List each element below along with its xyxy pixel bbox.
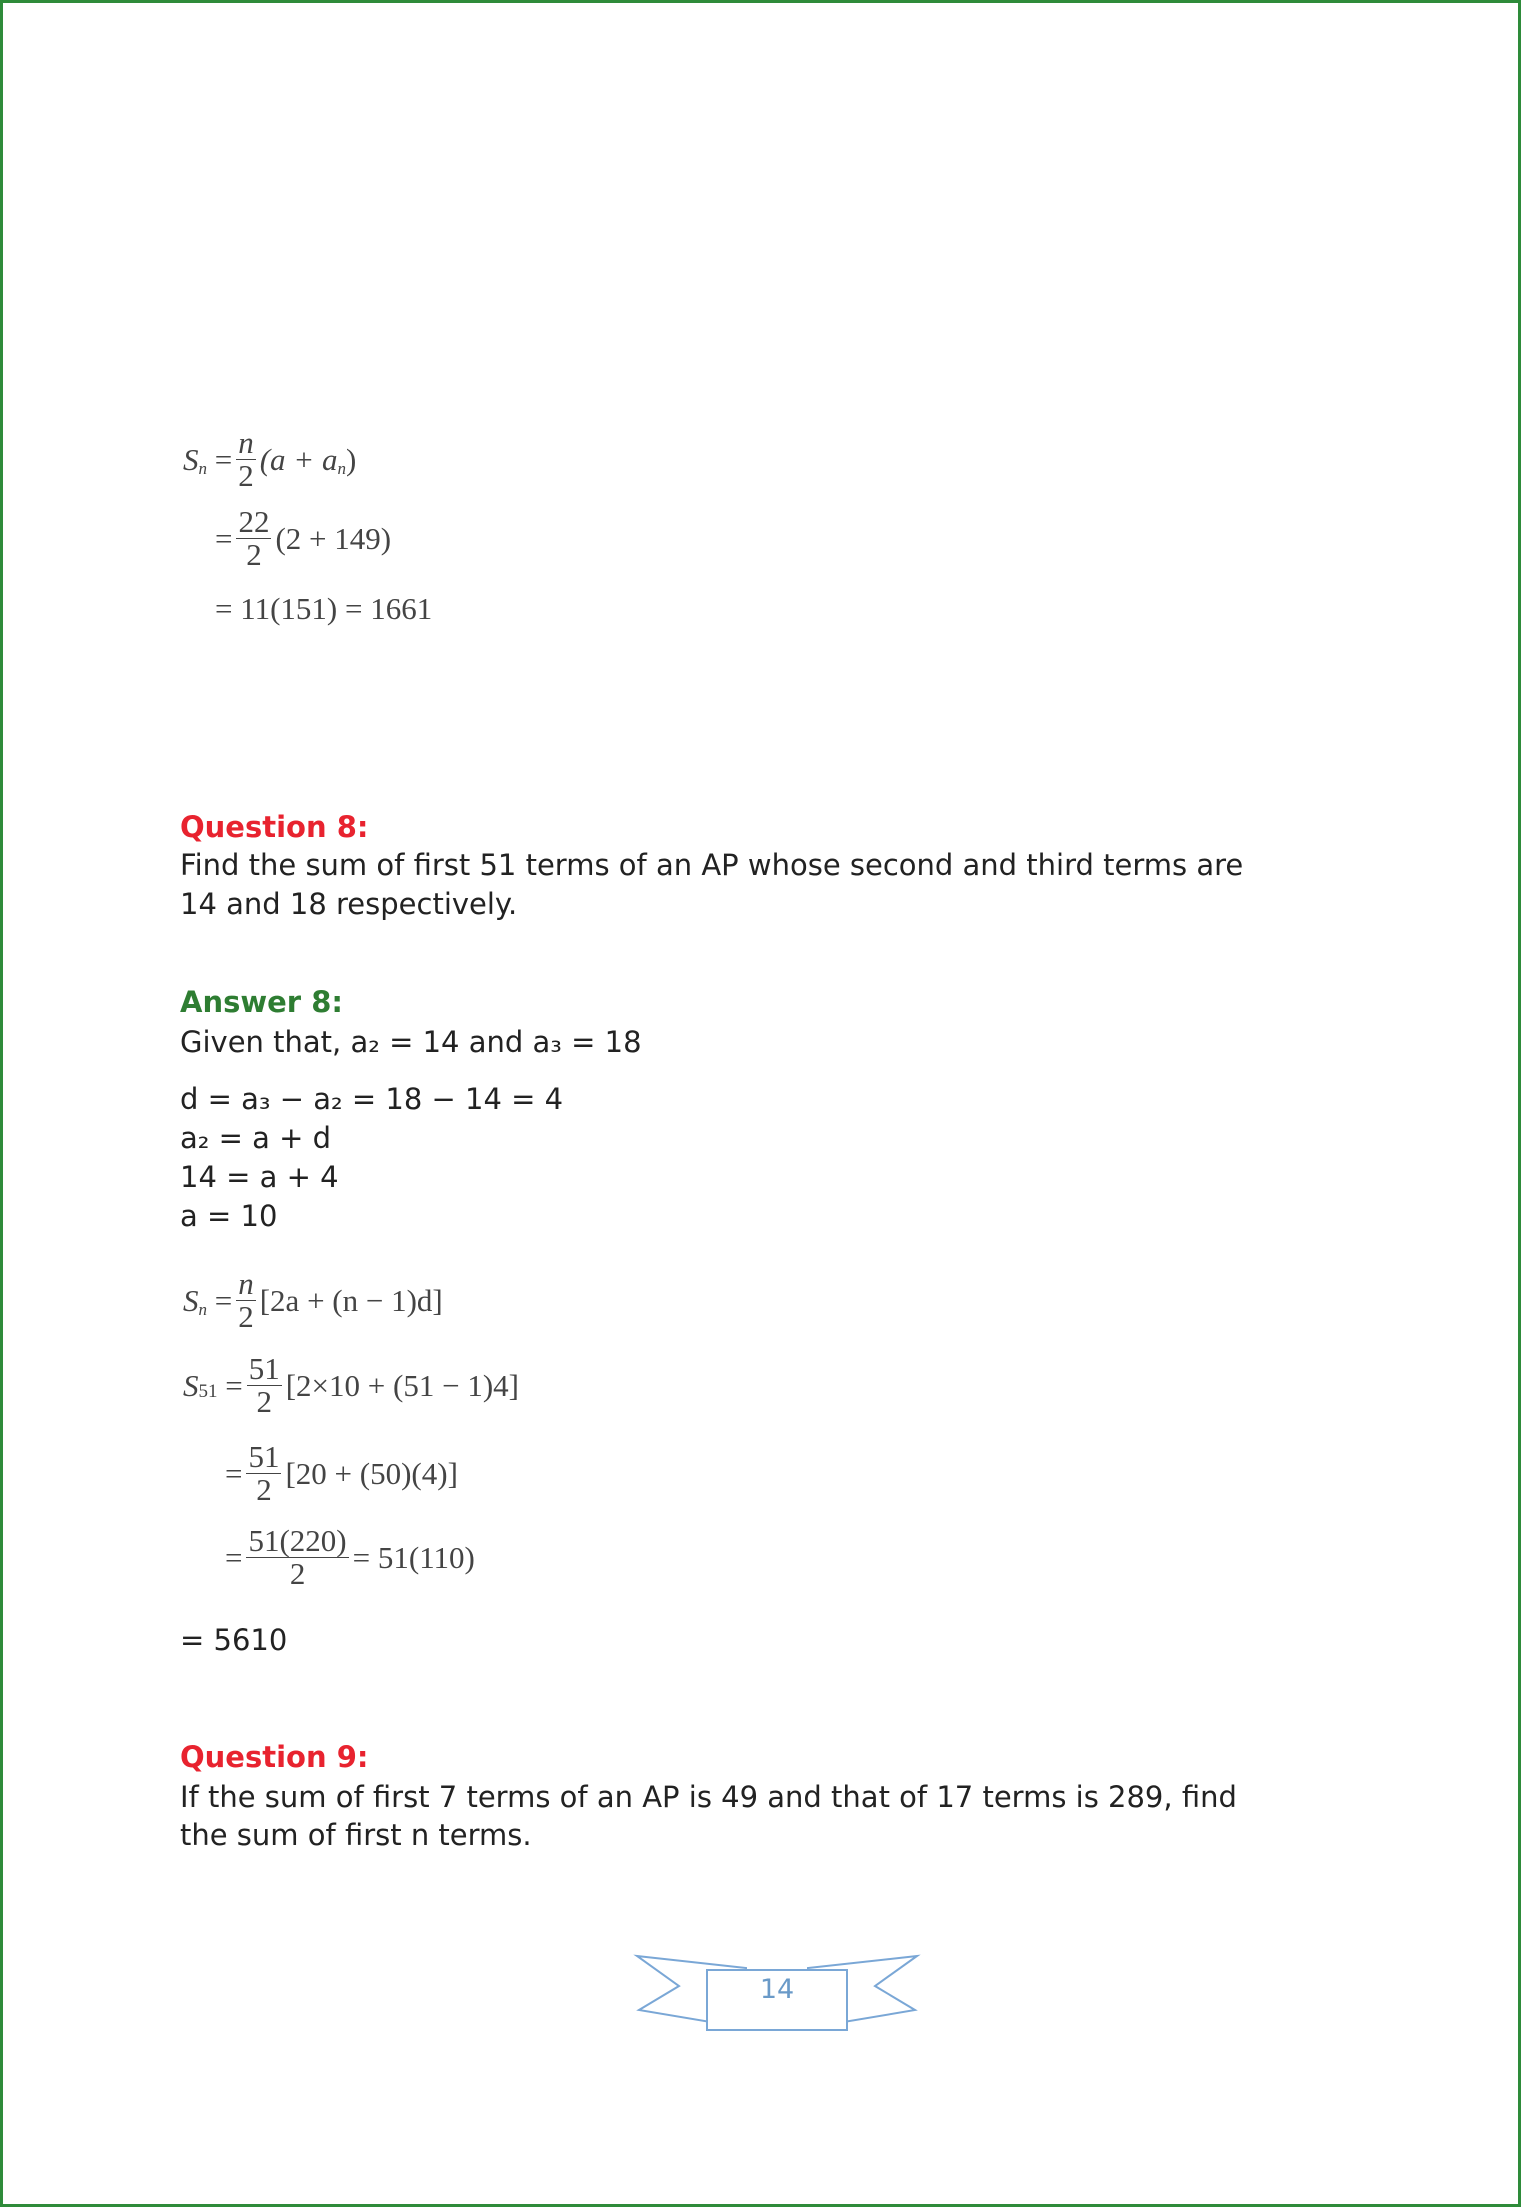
- formula-step3: = 11(151) = 1661: [215, 591, 433, 626]
- question-9-line2: the sum of first n terms.: [180, 1818, 532, 1852]
- answer-8-l3: 14 = a + 4: [180, 1160, 339, 1194]
- f-d: 2: [238, 1299, 254, 1334]
- f-sub2: n: [337, 458, 346, 478]
- formula-sn-general: S n = n 2 [2a + (n − 1)d]: [183, 1266, 443, 1334]
- f-d: 2: [238, 458, 254, 493]
- f-sub: n: [198, 1299, 207, 1319]
- f-body: [2×10 + (51 − 1)4]: [285, 1367, 519, 1403]
- f-d: 2: [289, 1556, 306, 1591]
- question-8-line1: Find the sum of first 51 terms of an AP whose second and third terms are: [180, 848, 1244, 882]
- f-s: S: [183, 1367, 199, 1403]
- answer-8-given: Given that, a₂ = 14 and a₃ = 18: [180, 1025, 642, 1059]
- f-n: n: [238, 1266, 254, 1301]
- f-s: S: [183, 441, 199, 477]
- f-e: ): [345, 441, 357, 477]
- f-num: 51: [248, 1351, 280, 1386]
- answer-8-l4: a = 10: [180, 1199, 278, 1233]
- question-8-heading: Question 8:: [180, 810, 369, 844]
- answer-8-result: = 5610: [180, 1623, 288, 1657]
- question-9-line1: If the sum of first 7 terms of an AP is 49 and that of 17 terms is 289, find: [180, 1780, 1237, 1814]
- f-num: 22: [238, 504, 270, 539]
- f-r: (a + a: [259, 441, 338, 477]
- f-body: = 51(110): [352, 1539, 475, 1575]
- question-9-heading: Question 9:: [180, 1740, 369, 1774]
- page-number-ribbon: [631, 1948, 923, 2036]
- formula-s51-step2: = 51 2 [20 + (50)(4)]: [225, 1439, 458, 1507]
- answer-8-heading: Answer 8:: [180, 985, 343, 1019]
- f-d: 2: [256, 1384, 272, 1419]
- f-d: 2: [256, 1472, 272, 1507]
- formula-step2: = $\frac{22}{2}$ (2 + 149): [215, 504, 392, 572]
- f-body: [2a + (n − 1)d]: [259, 1282, 443, 1318]
- formula-s51-step3: = $\frac{51(220)}{2}$ = 51(110): [225, 1523, 475, 1591]
- f-num: 51: [248, 1439, 280, 1474]
- f-body: [20 + (50)(4)]: [285, 1455, 458, 1491]
- f-n: n: [238, 425, 254, 460]
- f-sub: 51: [198, 1380, 218, 1402]
- f-rest: (2 + 149): [275, 520, 392, 556]
- formula-sn: S n = n 2 (a + a n ): [183, 425, 357, 493]
- f-s: S: [183, 1282, 199, 1318]
- page-number: 14: [759, 1974, 795, 2005]
- f-den: 2: [246, 537, 262, 572]
- answer-8-l2: a₂ = a + d: [180, 1121, 332, 1155]
- f-sub: n: [198, 458, 207, 478]
- formula-s51: S 51 = 51 2 [2×10 + (51 − 1)4]: [183, 1351, 519, 1419]
- answer-8-l1: d = a₃ − a₂ = 18 − 14 = 4: [180, 1082, 564, 1116]
- f-num: 51(220): [248, 1523, 347, 1558]
- question-8-line2: 14 and 18 respectively.: [180, 887, 518, 921]
